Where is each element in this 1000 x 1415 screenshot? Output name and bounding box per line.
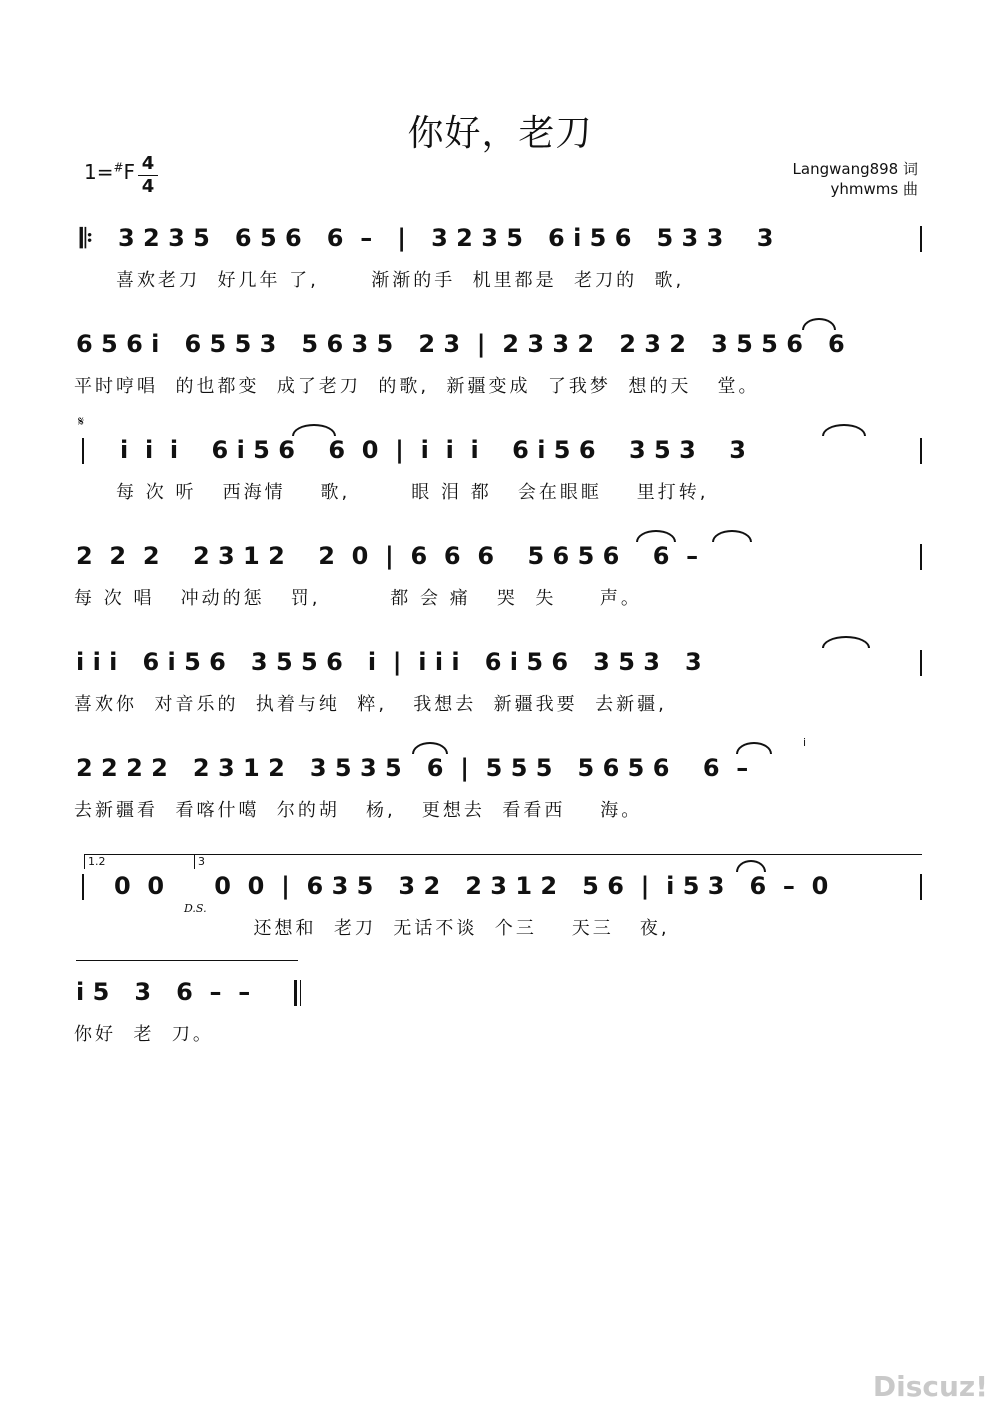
score-row-1 [0,224,1000,324]
final-barline-thin [300,980,301,1006]
score-row-2 [0,330,1000,430]
lyrics-line: 去新疆看 看喀什噶 尔的胡 杨, 更想去 看看西 海。 [74,800,643,821]
repeat-start-sign: 𝄆 [80,224,93,254]
score-row-8 [0,978,1000,1078]
score-row-4 [0,542,1000,642]
barline [82,874,84,900]
notes-line: 3 2 3 5 6 5 6 6 – | 3 2 3 5 6 i 5 6 5 3 3 3 [118,224,774,252]
barline [920,438,922,464]
notes-line: i i i 6 i 5 6 3 5 5 6 i | i i i 6 i 5 6 3 5 3 3 [76,648,702,676]
watermark-logo: Discuz! [872,1370,988,1403]
grace-note: i [803,736,807,749]
composer-credit: yhmwms 曲 [830,180,918,198]
score-row-3 [0,414,1000,536]
final-barline [294,980,297,1006]
barline [82,438,84,464]
key-signature: 1=#F [84,160,136,184]
lyrics-line: 还想和 老刀 无话不谈 个三 天三 夜, [114,918,670,939]
notes-line: 2 2 2 2 2 3 1 2 3 5 3 5 6 | 5 5 5 5 6 5 6 6 – [76,754,749,782]
barline [920,226,922,252]
score-row-6 [0,736,1000,854]
lyricist-credit: Langwang898 词 [792,160,918,178]
score-row-5 [0,648,1000,748]
lyrics-line: 平时哼唱 的也都变 成了老刀 的歌, 新疆变成 了我梦 想的天 堂。 [74,376,760,397]
score-row-7 [0,855,1000,972]
lyrics-line: 喜欢老刀 好几年 了, 渐渐的手 机里都是 老刀的 歌, [116,270,685,291]
da-segno-mark: D.S. [184,902,207,915]
notes-line: i 5 3 6 – – [76,978,251,1006]
segno-sign: 𝄋 [78,414,85,430]
volta-bracket-1: 1.2 [84,854,192,869]
notes-line: 2 2 2 2 3 1 2 2 0 | 6 6 6 5 6 5 6 6 – [76,542,699,570]
song-title: 你好，老刀 [407,113,593,154]
lyrics-line: 每 次 听 西海情 歌, 眼 泪 都 会在眼眶 里打转, [116,482,709,503]
barline [920,874,922,900]
time-signature: 4 4 [138,154,158,197]
volta-line [76,960,298,961]
notes-line: 6 5 6 i 6 5 5 3 5 6 3 5 2 3 | 2 3 3 2 2 3 2 3 5 5 6 6 [76,330,845,358]
slur [736,860,766,872]
lyrics-line: 每 次 唱 冲动的惩 罚, 都 会 痛 哭 失 声。 [74,588,642,609]
lyrics-line: 喜欢你 对音乐的 执着与纯 粹, 我想去 新疆我要 去新疆, [74,694,667,715]
volta-bracket-2: 3 [194,854,238,869]
barline [920,544,922,570]
barline [920,650,922,676]
notes-line: i i i 6 i 5 6 6 0 | i i i 6 i 5 6 3 5 3 3 [120,436,746,464]
lyrics-line: 你好 老 刀。 [74,1024,214,1045]
notes-line: 0 0 0 0 | 6 3 5 3 2 2 3 1 2 5 6 | i 5 3 6 – 0 [114,872,829,900]
